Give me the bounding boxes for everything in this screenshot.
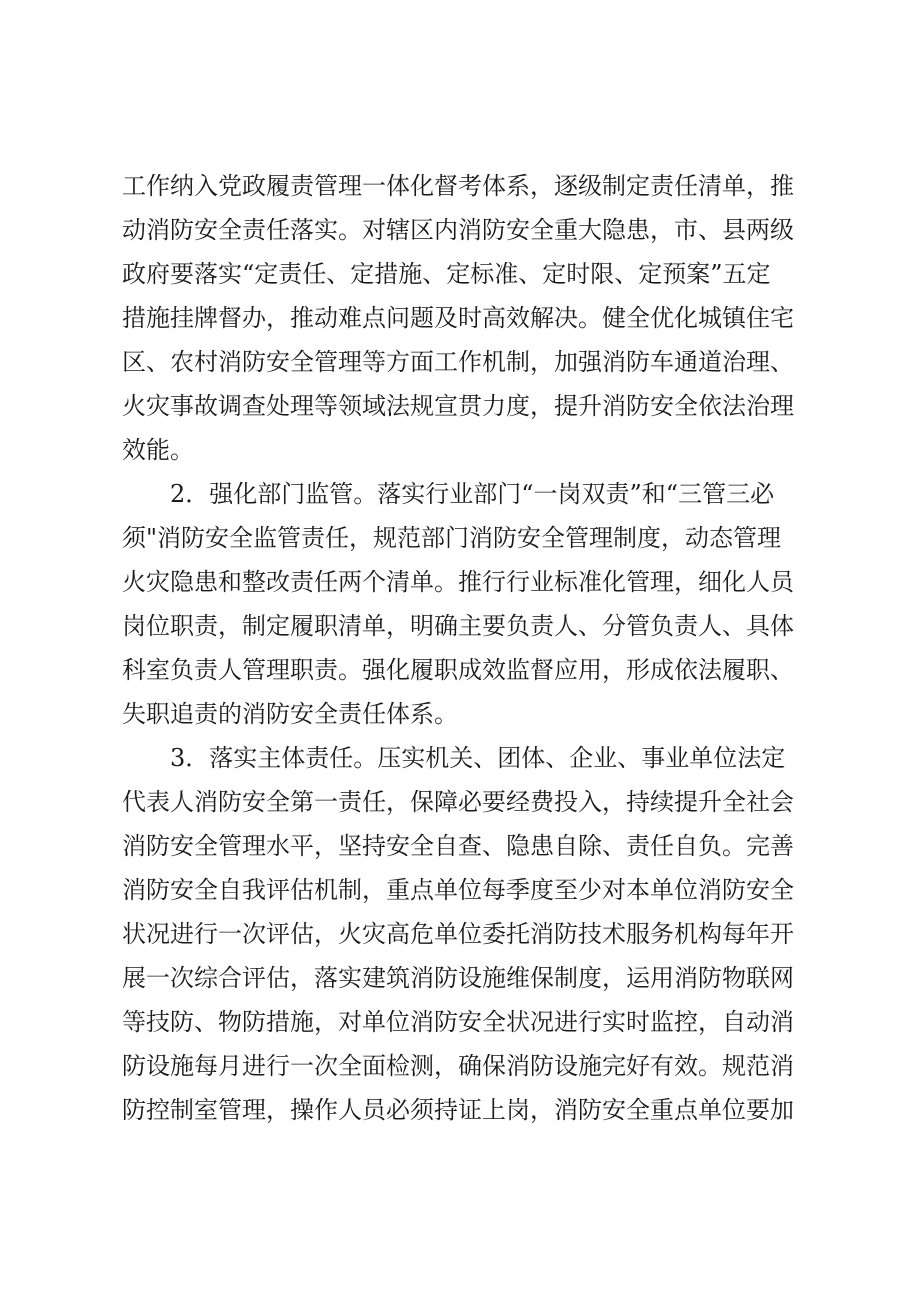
line-text: 消防安全自我评估机制，重点单位每季度至少对本单位消防安全 [122,876,794,904]
text-line [0,252,920,296]
line-text: 失职追责的消防安全责任体系。 [122,700,458,728]
line-text: 状况进行一次评估，火灾高危单位委托消防技术服务机构每年开 [122,920,794,948]
line-text: 防控制室管理，操作人员必须持证上岗，消防安全重点单位要加 [122,1096,794,1124]
line-text: 效能。 [122,436,194,464]
line-text: 火灾事故调查处理等领域法规宣贯力度，提升消防安全依法治理 [122,392,794,420]
text-line [0,1088,920,1132]
line-text: 等技防、物防措施，对单位消防安全状况进行实时监控，自动消 [122,1008,794,1036]
text-line [0,1000,920,1044]
line-text: 岗位职责，制定履职清单，明确主要负责人、分管负责人、具体 [122,612,794,640]
text-line [0,1044,920,1088]
line-text: 2．强化部门监管。落实行业部门“一岗双责”和“三管三必 [170,480,775,508]
text-line [0,824,920,868]
text-line [0,428,920,472]
text-line [0,296,920,340]
line-text: 措施挂牌督办，推动难点问题及时高效解决。健全优化城镇住宅 [122,304,794,332]
text-line [0,164,920,208]
text-line [0,340,920,384]
text-line [0,912,920,956]
text-line [0,472,920,516]
line-text: 动消防安全责任落实。对辖区内消防安全重大隐患，市、县两级 [122,216,794,244]
text-line [0,516,920,560]
text-line [0,604,920,648]
line-text: 区、农村消防安全管理等方面工作机制，加强消防车通道治理、 [122,348,794,376]
line-text: 3．落实主体责任。压实机关、团体、企业、事业单位法定 [170,744,786,772]
text-line [0,648,920,692]
line-text: 政府要落实“定责任、定措施、定标准、定时限、定预案”五定 [122,260,771,288]
text-line [0,208,920,252]
line-text: 须"消防安全监管责任，规范部门消防安全管理制度，动态管理 [122,524,782,552]
line-text: 火灾隐患和整改责任两个清单。推行行业标准化管理，细化人员 [122,568,794,596]
line-text: 工作纳入党政履责管理一体化督考体系，逐级制定责任清单，推 [122,172,794,200]
line-text: 代表人消防安全第一责任，保障必要经费投入，持续提升全社会 [122,788,794,816]
line-text: 展一次综合评估，落实建筑消防设施维保制度，运用消防物联网 [122,964,794,992]
text-line [0,868,920,912]
line-text: 消防安全管理水平，坚持安全自查、隐患自除、责任自负。完善 [122,832,794,860]
text-line [0,736,920,780]
text-line [0,956,920,1000]
line-text: 防设施每月进行一次全面检测，确保消防设施完好有效。规范消 [122,1052,794,1080]
text-line [0,780,920,824]
text-line [0,692,920,736]
text-line [0,384,920,428]
line-text: 科室负责人管理职责。强化履职成效监督应用，形成依法履职、 [122,656,794,684]
text-line [0,560,920,604]
